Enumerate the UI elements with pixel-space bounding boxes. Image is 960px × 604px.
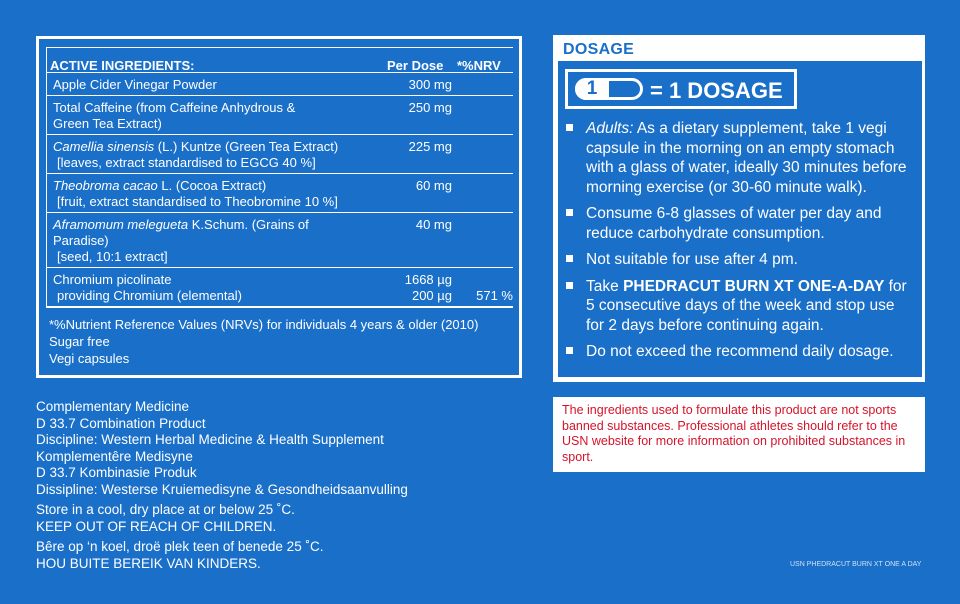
capsule-icon [575, 78, 643, 100]
table-row [47, 213, 513, 268]
nrv-footnote: *%Nutrient Reference Values (NRVs) for individuals 4 years & older (2010) [49, 317, 479, 332]
ingredient-name: Apple Cider Vinegar Powder [53, 77, 217, 92]
ingredient-dose-elemental: 200 µg [411, 288, 452, 303]
ingredient-botanical-name: Camellia sinensis [53, 139, 155, 154]
medicine-classification-af: D 33.7 Kombinasie Produk [36, 465, 197, 480]
medicine-discipline: Discipline: Western Herbal Medicine & Health Supplement [36, 432, 384, 447]
dosage-badge [565, 69, 797, 109]
dosage-title: DOSAGE [563, 41, 635, 58]
dosage-item-text: for 5 consecutive days of the week and stop use for 2 days before continuing again. [586, 277, 907, 334]
square-bullet-icon [566, 255, 573, 262]
ingredient-botanical-name: Theobroma cacao [53, 178, 158, 193]
dosage-list [564, 119, 916, 369]
dosage-adults-lead: Adults: [586, 120, 634, 137]
sports-warning: The ingredients used to formulate this product are not sports banned substances. Professional athletes should refer to the USN website for more information on prohibited substances in sport. [553, 397, 925, 472]
ingredients-footer [49, 316, 478, 367]
dosage-content [558, 61, 922, 377]
product-code: USN PHEDRACUT BURN XT ONE A DAY [790, 561, 922, 568]
table-row [47, 73, 513, 96]
ingredients-header-nrv: *%NRV [457, 58, 501, 73]
storage-instruction: Store in a cool, dry place at or below 25 ˚C. [36, 502, 295, 517]
capsule-number: 1 [575, 78, 609, 100]
medicine-classification: D 33.7 Combination Product [36, 415, 206, 431]
product-name: PHEDRACUT BURN XT ONE-A-DAY [623, 277, 885, 295]
ingredient-name: Total Caffeine (from Caffeine Anhydrous & [53, 100, 296, 115]
table-row [47, 96, 513, 135]
ingredient-detail: [leaves, extract standardised to EGCG 40 %] [57, 155, 316, 170]
ingredient-name: K.Schum. (Grains of [188, 217, 309, 232]
ingredients-header-name: ACTIVE INGREDIENTS: [50, 58, 195, 73]
table-row [47, 268, 513, 307]
list-item [564, 119, 916, 197]
ingredients-header [47, 48, 513, 73]
ingredient-dose: 60 mg [415, 178, 452, 193]
square-bullet-icon [566, 209, 573, 216]
medicine-info [36, 399, 408, 572]
table-row [47, 135, 513, 174]
dosage-item-text: Consume 6-8 glasses of water per day and reduce carbohydrate consumption. [586, 205, 882, 242]
child-warning-af: HOU BUITE BEREIK VAN KINDERS. [36, 555, 261, 571]
child-warning: KEEP OUT OF REACH OF CHILDREN. [36, 518, 277, 534]
dosage-item-text: Not suitable for use after 4 pm. [586, 251, 798, 268]
ingredient-name: L. (Cocoa Extract) [157, 178, 267, 193]
dosage-panel [553, 35, 925, 382]
square-bullet-icon [566, 282, 573, 289]
dosage-badge-text: = 1 DOSAGE [650, 78, 783, 103]
ingredients-table [46, 47, 513, 308]
ingredient-nrv: 571 % [476, 288, 513, 303]
sugar-free-label: Sugar free [49, 334, 110, 349]
ingredients-header-dose: Per Dose [387, 58, 444, 73]
ingredient-botanical-name: Aframomum melegueta [53, 217, 189, 232]
storage-instruction-af: Bêre op ‘n koel, droë plek teen of benede 25 ˚C. [36, 539, 324, 554]
ingredient-name: Chromium picolinate [53, 272, 172, 287]
ingredient-name-continued: Green Tea Extract) [53, 116, 162, 131]
ingredient-dose: 250 mg [408, 100, 452, 115]
medicine-category: Complementary Medicine [36, 399, 190, 414]
square-bullet-icon [566, 124, 573, 131]
list-item [564, 204, 916, 243]
dosage-item-text: As a dietary supplement, take 1 vegi capsule in the morning on an empty stomach with a glass of water, ideally 30 minutes before morning exercise (or 30-60 minute walk). [586, 120, 907, 196]
medicine-category-af: Komplementêre Medisyne [36, 448, 193, 464]
vegi-capsules-label: Vegi capsules [49, 351, 130, 366]
ingredient-name-continued: Paradise) [53, 233, 109, 248]
ingredient-name: (L.) Kuntze (Green Tea Extract) [154, 139, 339, 154]
ingredients-panel [36, 36, 522, 378]
ingredient-dose: 1668 µg [404, 272, 452, 287]
list-item [564, 342, 916, 362]
ingredient-dose: 300 mg [408, 77, 452, 92]
table-row [47, 174, 513, 213]
ingredient-dose: 225 mg [408, 139, 452, 154]
ingredient-dose: 40 mg [415, 217, 452, 232]
dosage-item-text: Do not exceed the recommend daily dosage. [586, 343, 894, 360]
dosage-item-pre: Take [586, 277, 624, 295]
ingredient-detail: [seed, 10:1 extract] [57, 249, 168, 264]
list-item [564, 277, 916, 336]
ingredient-detail: providing Chromium (elemental) [57, 288, 242, 303]
ingredient-detail: [fruit, extract standardised to Theobromine 10 %] [57, 194, 338, 209]
list-item [564, 250, 916, 270]
medicine-discipline-af: Dissipline: Westerse Kruiemedisyne & Gesondheidsaanvulling [36, 481, 408, 497]
square-bullet-icon [566, 347, 573, 354]
